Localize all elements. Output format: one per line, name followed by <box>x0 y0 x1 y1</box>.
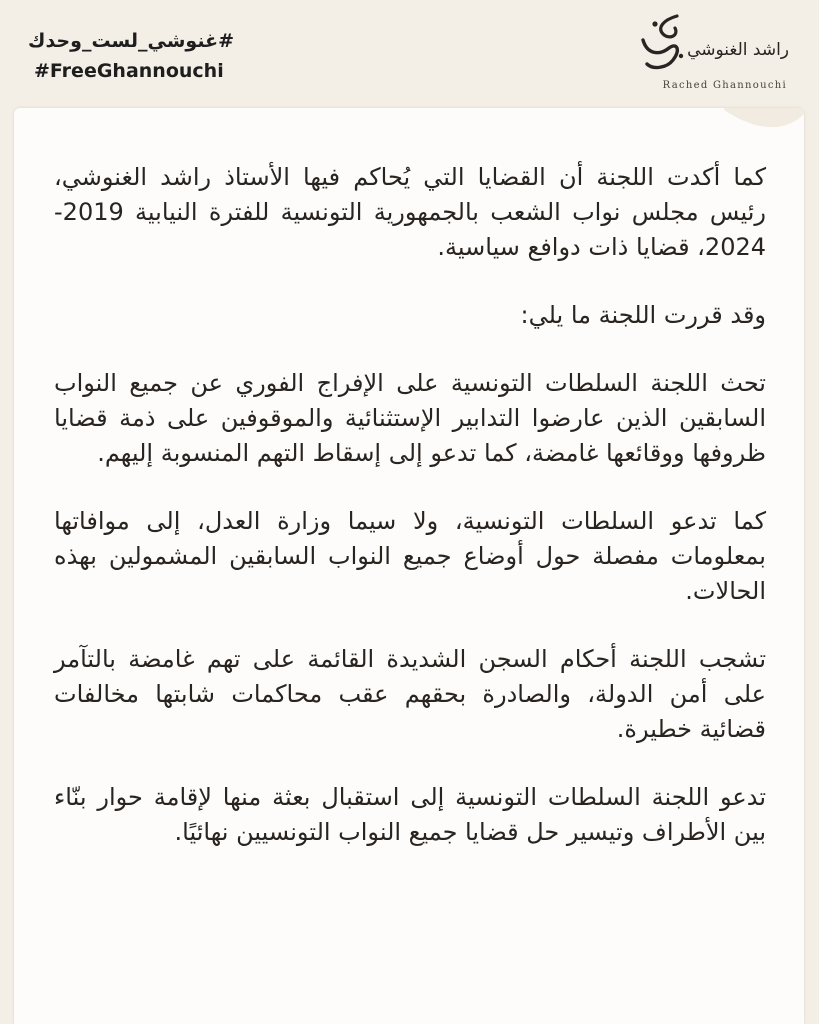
document-paper <box>14 108 804 1024</box>
hashtag-latin[interactable]: #FreeGhannouchi <box>34 60 224 82</box>
page-curl-decoration <box>724 108 804 134</box>
logo-latin-name: Rached Ghannouchi <box>662 80 787 91</box>
header <box>0 0 819 110</box>
paragraph-information-request: كما تدعو السلطات التونسية، ولا سيما وزارة العدل، إلى موافاتها بمعلومات مفصلة حول أوضاع جميع النواب السابقين المشمولين بهذه الحالات. <box>54 507 766 605</box>
paragraph-decisions-intro: وقد قررت اللجنة ما يلي: <box>520 301 766 329</box>
paragraph-release-demand: تحث اللجنة السلطات التونسية على الإفراج الفوري عن جميع النواب السابقين الذين عارضوا التدابير الإستثنائية والموقوفين على ذمة قضايا ظروفها ووقائعها غامضة، كما تدعو إلى إسقاط التهم المنسوبة إليهم. <box>54 369 766 467</box>
paragraph-political-motives: كما أكدت اللجنة أن القضايا التي يُحاكم فيها الأستاذ راشد الغنوشي، رئيس مجلس نواب الشعب بالجمهورية التونسية للفترة النيابية 2019-2024، قضايا ذات دوافع سياسية. <box>54 163 766 261</box>
hashtags <box>28 26 234 86</box>
logo-arabic-name: راشد الغنوشي <box>687 40 789 60</box>
paragraph-mission-request: تدعو اللجنة السلطات التونسية إلى استقبال بعثة منها لإقامة حوار بنّاء بين الأطراف وتيسير حل قضايا جميع النواب التونسيين نهائيًا. <box>54 783 766 846</box>
hashtag-arabic[interactable]: #غنوشي_لست_وحدك <box>28 30 234 52</box>
document-body <box>54 160 766 883</box>
signature-logo-icon <box>633 10 689 74</box>
paragraph-sentence-condemnation: تشجب اللجنة أحكام السجن الشديدة القائمة على تهم غامضة بالتآمر على أمن الدولة، والصادرة بحقهم عقب محاكمات شابتها مخالفات قضائية خطيرة. <box>54 645 766 743</box>
logo <box>629 10 789 90</box>
